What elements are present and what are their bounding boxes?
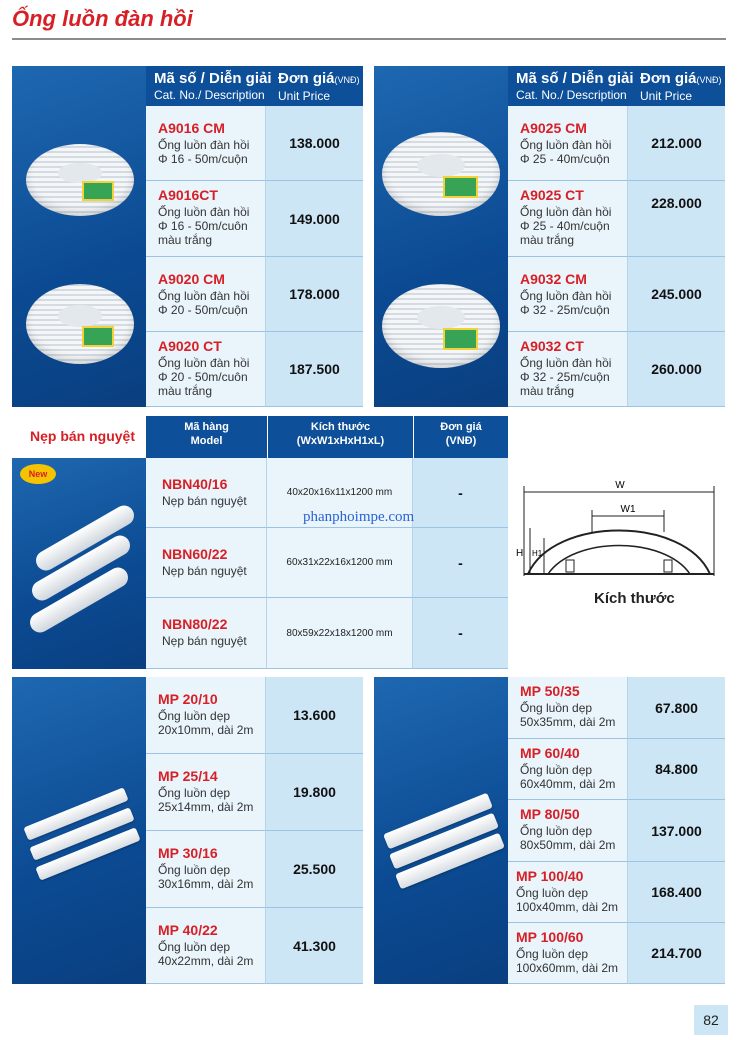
- product-desc: màu trắng: [520, 233, 575, 247]
- product-desc: Ống luồn đàn hồi: [520, 138, 612, 152]
- product-price: 13.600: [266, 677, 363, 754]
- model-title: Mã hàng: [184, 421, 229, 433]
- product-price: 178.000: [266, 257, 363, 332]
- table-row: [146, 754, 266, 831]
- product-code: MP 40/22: [158, 922, 218, 938]
- product-code: MP 60/40: [520, 745, 580, 761]
- product-desc: 30x16mm, dài 2m: [158, 877, 254, 891]
- page-number: 82: [694, 1005, 728, 1035]
- table-row: [146, 908, 266, 984]
- coil-image-16: [26, 144, 134, 216]
- product-code: A9025 CT: [520, 187, 584, 203]
- product-desc: Ống luồn dẹp: [516, 886, 589, 900]
- col-price-title: Đơn giá: [278, 70, 335, 87]
- product-desc: Φ 32 - 25m/cuộn: [520, 303, 610, 317]
- product-price: 214.700: [628, 923, 725, 984]
- table-row: [508, 862, 628, 923]
- product-code: NBN80/22: [162, 616, 228, 632]
- col-price-unit: (VNĐ): [334, 75, 360, 85]
- product-desc: Ống luồn đàn hồi: [158, 289, 250, 303]
- product-desc: Ống luồn đàn hồi: [520, 356, 612, 370]
- product-price: 187.500: [266, 332, 363, 407]
- new-badge: New: [20, 464, 56, 484]
- table-row: [508, 332, 628, 407]
- product-desc: Φ 20 - 50m/cuộn: [158, 303, 248, 317]
- model-sub: Model: [190, 435, 223, 447]
- product-desc: 40x22mm, dài 2m: [158, 954, 254, 968]
- product-price: 67.800: [628, 677, 725, 739]
- price-title: Đơn giá: [440, 421, 482, 433]
- product-desc: Ống luồn đàn hồi: [520, 205, 612, 219]
- product-desc: Φ 20 - 50m/cuôn: [158, 370, 248, 384]
- product-price: -: [413, 528, 508, 598]
- product-desc: 100x60mm, dài 2m: [516, 961, 619, 975]
- col-price-sub: Unit Price: [278, 89, 331, 103]
- coil-image-20: [26, 284, 134, 364]
- table-row: [146, 458, 267, 528]
- col-code-sub: Cat. No./ Description: [154, 88, 265, 102]
- diagram-caption: Kích thước: [594, 590, 675, 607]
- product-desc: Nẹp bán nguyệt: [162, 634, 247, 648]
- watermark: phanphoimpe.com: [303, 509, 415, 525]
- table-row: [146, 677, 266, 754]
- coil-photo-left: [12, 66, 146, 407]
- product-code: MP 100/60: [516, 929, 584, 945]
- product-price: 212.000: [628, 106, 725, 181]
- product-desc: Φ 32 - 25m/cuộn: [520, 370, 610, 384]
- product-price: 84.800: [628, 739, 725, 800]
- label-w: W: [615, 480, 625, 491]
- label-w1: W1: [620, 504, 636, 515]
- product-desc: Ống luồn dẹp: [520, 701, 593, 715]
- product-price: 41.300: [266, 908, 363, 984]
- title-divider: [12, 38, 726, 40]
- product-code: A9032 CT: [520, 338, 584, 354]
- dimension-diagram: [514, 476, 726, 586]
- table1-right-header: [508, 66, 725, 106]
- coil-photo-right: [374, 66, 508, 407]
- product-desc: Φ 25 - 40m/cuộn: [520, 152, 610, 166]
- product-size: 40x20x16x11x1200 mm: [267, 458, 413, 528]
- table-row: [508, 106, 628, 181]
- product-code: NBN60/22: [162, 546, 228, 562]
- product-desc: Ống luồn dẹp: [158, 709, 231, 723]
- product-code: MP 30/16: [158, 845, 218, 861]
- col-code-title: Mã số / Diễn giải: [516, 70, 634, 87]
- nep-header-size: [267, 416, 413, 458]
- product-price: -: [413, 458, 508, 528]
- table-row: [508, 800, 628, 862]
- table-row: [146, 598, 267, 669]
- product-code: A9020 CT: [158, 338, 222, 354]
- product-code: A9016 CM: [158, 120, 225, 136]
- col-price-title: Đơn giá: [640, 70, 697, 87]
- col-code-sub: Cat. No./ Description: [516, 88, 627, 102]
- nep-photo: [12, 458, 146, 669]
- product-size: 60x31x22x16x1200 mm: [267, 528, 413, 598]
- product-desc: Nẹp bán nguyệt: [162, 494, 247, 508]
- size-title: Kích thước: [310, 421, 371, 433]
- label-h: H: [516, 548, 524, 559]
- product-price: 245.000: [628, 257, 725, 332]
- table-row: [508, 739, 628, 800]
- product-desc: Ống luồn dẹp: [158, 940, 231, 954]
- price-sub: (VNĐ): [445, 435, 477, 447]
- product-price: 149.000: [266, 181, 363, 257]
- product-desc: Ống luồn dẹp: [520, 824, 593, 838]
- product-desc: Ống luồn dẹp: [516, 947, 589, 961]
- product-code: MP 20/10: [158, 691, 218, 707]
- mp-photo-left: [12, 677, 146, 984]
- product-code: MP 100/40: [516, 868, 584, 884]
- product-desc: màu trắng: [158, 384, 213, 398]
- table-row: [508, 677, 628, 739]
- product-desc: Ống luồn đàn hồi: [520, 289, 612, 303]
- product-desc: Ống luồn đàn hồi: [158, 356, 250, 370]
- table-row: [508, 923, 628, 984]
- product-code: A9032 CM: [520, 271, 587, 287]
- product-desc: Ống luồn đàn hồi: [158, 205, 250, 219]
- product-code: A9016CT: [158, 187, 218, 203]
- product-desc: 20x10mm, dài 2m: [158, 723, 254, 737]
- label-h1: H1: [532, 549, 543, 558]
- table-row: [146, 106, 266, 181]
- product-code: A9020 CM: [158, 271, 225, 287]
- size-sub: (WxW1xHxH1xL): [296, 435, 385, 447]
- table-row: [146, 528, 267, 598]
- col-code-title: Mã số / Diễn giải: [154, 70, 272, 87]
- table-row: [146, 181, 266, 257]
- product-desc: màu trắng: [158, 233, 213, 247]
- product-desc: 80x50mm, dài 2m: [520, 838, 616, 852]
- product-size: 80x59x22x18x1200 mm: [267, 598, 413, 669]
- table-row: [508, 181, 628, 257]
- product-desc: 50x35mm, dài 2m: [520, 715, 616, 729]
- product-code: NBN40/16: [162, 476, 228, 492]
- product-desc: Ống luồn dẹp: [158, 786, 231, 800]
- product-desc: Φ 25 - 40m/cuộn: [520, 219, 610, 233]
- nep-header-model: [146, 416, 267, 458]
- coil-image-25: [382, 132, 500, 216]
- col-price-sub: Unit Price: [640, 89, 693, 103]
- product-desc: 25x14mm, dài 2m: [158, 800, 254, 814]
- product-desc: Φ 16 - 50m/cuôn: [158, 219, 248, 233]
- table-row: [508, 257, 628, 332]
- product-price: -: [413, 598, 508, 669]
- col-price-unit: (VNĐ): [696, 75, 722, 85]
- coil-image-32: [382, 284, 500, 368]
- page-title: Ống luồn đàn hồi: [12, 6, 193, 31]
- product-price: 228.000: [628, 181, 725, 257]
- product-code: MP 50/35: [520, 683, 580, 699]
- mp-photo-right: [374, 677, 508, 984]
- product-price: 168.400: [628, 862, 725, 923]
- product-desc: Ống luồn đàn hồi: [158, 138, 250, 152]
- table-row: [146, 257, 266, 332]
- product-desc: màu trắng: [520, 384, 575, 398]
- product-desc: Ống luồn dẹp: [158, 863, 231, 877]
- product-code: MP 25/14: [158, 768, 218, 784]
- product-desc: Φ 16 - 50m/cuộn: [158, 152, 248, 166]
- product-desc: 60x40mm, dài 2m: [520, 777, 616, 791]
- product-price: 19.800: [266, 754, 363, 831]
- product-desc: Ống luồn dẹp: [520, 763, 593, 777]
- product-code: MP 80/50: [520, 806, 580, 822]
- product-desc: 100x40mm, dài 2m: [516, 900, 619, 914]
- product-price: 138.000: [266, 106, 363, 181]
- product-price: 25.500: [266, 831, 363, 908]
- product-price: 260.000: [628, 332, 725, 407]
- section-title: Nẹp bán nguyệt: [30, 428, 136, 444]
- table-row: [146, 831, 266, 908]
- table1-left-header: [146, 66, 363, 106]
- table-row: [146, 332, 266, 407]
- product-price: 137.000: [628, 800, 725, 862]
- nep-header-price: [413, 416, 508, 458]
- product-code: A9025 CM: [520, 120, 587, 136]
- product-desc: Nẹp bán nguyệt: [162, 564, 247, 578]
